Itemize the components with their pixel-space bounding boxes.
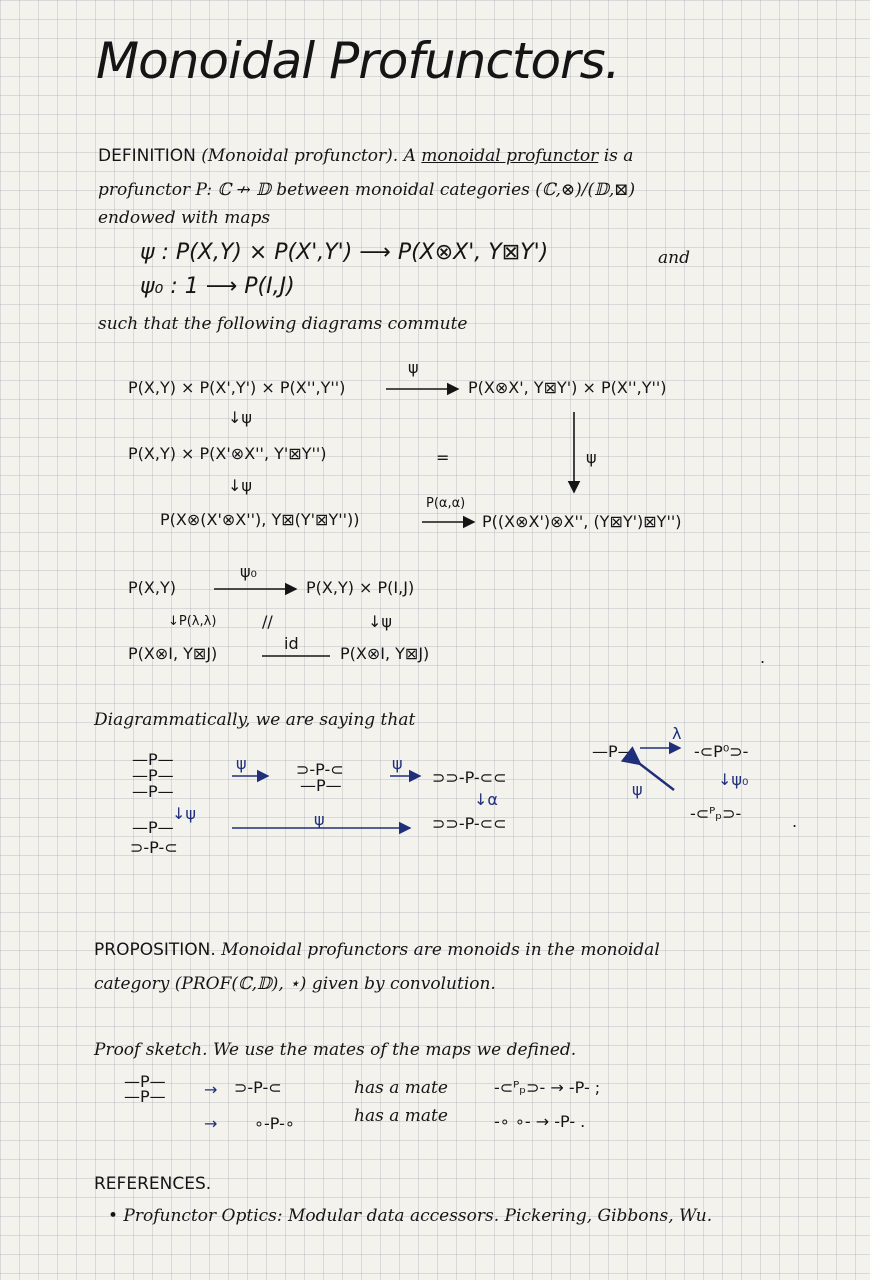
diagrammatic-arrow1-label: ψ (236, 754, 247, 773)
diagrammatic-mid1-top: ⊃-P-⊂ (296, 760, 344, 779)
diagram2-bottom-arrow-label: id (284, 634, 299, 653)
diagrammatic-left-bottom1: —P— (132, 818, 174, 837)
proposition-line-2: category (PROF(ℂ,𝔻), ⋆) given by convolution. (94, 974, 496, 994)
diagram1-down2-label: ↓ψ (228, 476, 252, 495)
references-heading: REFERENCES. (94, 1174, 212, 1194)
definition-line-2: profunctor P: ℂ ↛ 𝔻 between monoidal categories (ℂ,⊗)/(𝔻,⊠) (98, 180, 636, 200)
diagram1-bottom-right: P((X⊗X')⊗X'', (Y⊠Y')⊠Y'') (482, 512, 682, 531)
diagrammatic-long-arrow-label: ψ (314, 810, 325, 829)
proof-row1-right: ⊃-P-⊂ (234, 1078, 282, 1097)
unit-lambda: λ (672, 724, 682, 743)
diagram1-bottom-left: P(X⊗(X'⊗X''), Y⊠(Y'⊠Y'')) (160, 510, 360, 529)
unit-psi: ψ (632, 780, 643, 799)
proof-row1-left: —P— —P— (124, 1072, 166, 1106)
definition-map-psi: ψ : P(X,Y) × P(X',Y') ⟶ P(X⊗X', Y⊠Y') (140, 240, 549, 265)
unit-dot: . (792, 812, 798, 831)
diagrammatic-arrow2-label: ψ (392, 754, 403, 773)
definition-heading: DEFINITION (98, 146, 196, 166)
diagram2-bottom-left: P(X⊗I, Y⊠J) (128, 644, 218, 663)
unit-psi0: ↓ψ₀ (718, 770, 749, 789)
diagram2-top-arrow-label: ψ₀ (240, 562, 257, 581)
diagrammatic-mid1-bottom: —P— (300, 776, 342, 795)
proof-heading: Proof sketch. (94, 1040, 208, 1060)
definition-intro: A (403, 146, 416, 166)
diagram1-top-arrow-label: ψ (408, 358, 419, 377)
diagram2-bottom-right: P(X⊗I, Y⊠J) (340, 644, 430, 663)
proof-row2-mate: has a mate (354, 1106, 448, 1126)
definition-term: monoidal profunctor (421, 146, 599, 166)
diagrammatic-right2: ⊃⊃-P-⊂⊂ (432, 814, 507, 833)
page-title: Monoidal Profunctors. (96, 32, 620, 90)
proof-text-1: We use the mates of the maps we defined. (212, 1040, 577, 1060)
diagram1-right-down-label: ψ (586, 448, 597, 467)
diagram1-mid-sym: = (436, 448, 450, 467)
references-item: • Profunctor Optics: Modular data accessors. Pickering, Gibbons, Wu. (108, 1206, 713, 1226)
diagram1-top-left: P(X,Y) × P(X',Y') × P(X'',Y'') (128, 378, 346, 397)
unit-left: —P— (592, 742, 634, 761)
unit-right: -⊂P⁰⊃- (694, 742, 749, 761)
proposition-text-1: Monoidal profunctors are monoids in the monoidal (221, 940, 660, 960)
definition-line1-end: is a (603, 146, 634, 166)
definition-commute-line: such that the following diagrams commute (98, 314, 468, 334)
diagrammatic-right1: ⊃⊃-P-⊂⊂ (432, 768, 507, 787)
diagram1-top-right: P(X⊗X', Y⊠Y') × P(X'',Y'') (468, 378, 667, 397)
diagrammatic-psi-down-label: ↓ψ (172, 804, 196, 823)
definition-and: and (658, 248, 690, 268)
proof-row1-arrow: → (204, 1080, 218, 1099)
diagrammatic-left-stack: —P— —P— —P— (132, 750, 174, 801)
diagram2-top-right: P(X,Y) × P(I,J) (306, 578, 415, 597)
diagram2-right-down-label: ↓ψ (368, 612, 392, 631)
diagrammatic-left-bottom2: ⊃-P-⊂ (130, 838, 178, 857)
unit-bottom: -⊂ᴾₚ⊃- (690, 804, 742, 823)
proof-row2-arrow: → (204, 1114, 218, 1133)
proposition-heading: PROPOSITION. (94, 940, 216, 960)
diagram2-mid-sym: // (262, 612, 273, 631)
diagram2-left-down-label: ↓P(λ,λ) (168, 614, 217, 629)
diagram1-bottom-arrow-label: P(α,α) (426, 496, 466, 511)
diagram2-top-left: P(X,Y) (128, 578, 176, 597)
definition-heading-paren: (Monoidal profunctor). (201, 146, 399, 166)
proof-row1-mate: has a mate (354, 1078, 448, 1098)
definition-map-psi0: ψ₀ : 1 ⟶ P(I,J) (140, 274, 295, 299)
diagrammatic-intro: Diagrammatically, we are saying that (94, 710, 416, 730)
diagrammatic-alpha-label: ↓α (474, 790, 498, 809)
proof-row1-result: -⊂ᴾₚ⊃- → -P- ; (494, 1078, 601, 1097)
definition-line-3: endowed with maps (98, 208, 271, 228)
diagram2-end-dot: . (760, 648, 766, 667)
unit-diagonal-arrow (640, 764, 674, 790)
diagram1-down1-label: ↓ψ (228, 408, 252, 427)
diagram1-mid-left: P(X,Y) × P(X'⊗X'', Y'⊠Y'') (128, 444, 327, 463)
proof-row2-right: ∘-P-∘ (254, 1114, 295, 1133)
proof-row2-result: -∘ ∘- → -P- . (494, 1112, 586, 1131)
